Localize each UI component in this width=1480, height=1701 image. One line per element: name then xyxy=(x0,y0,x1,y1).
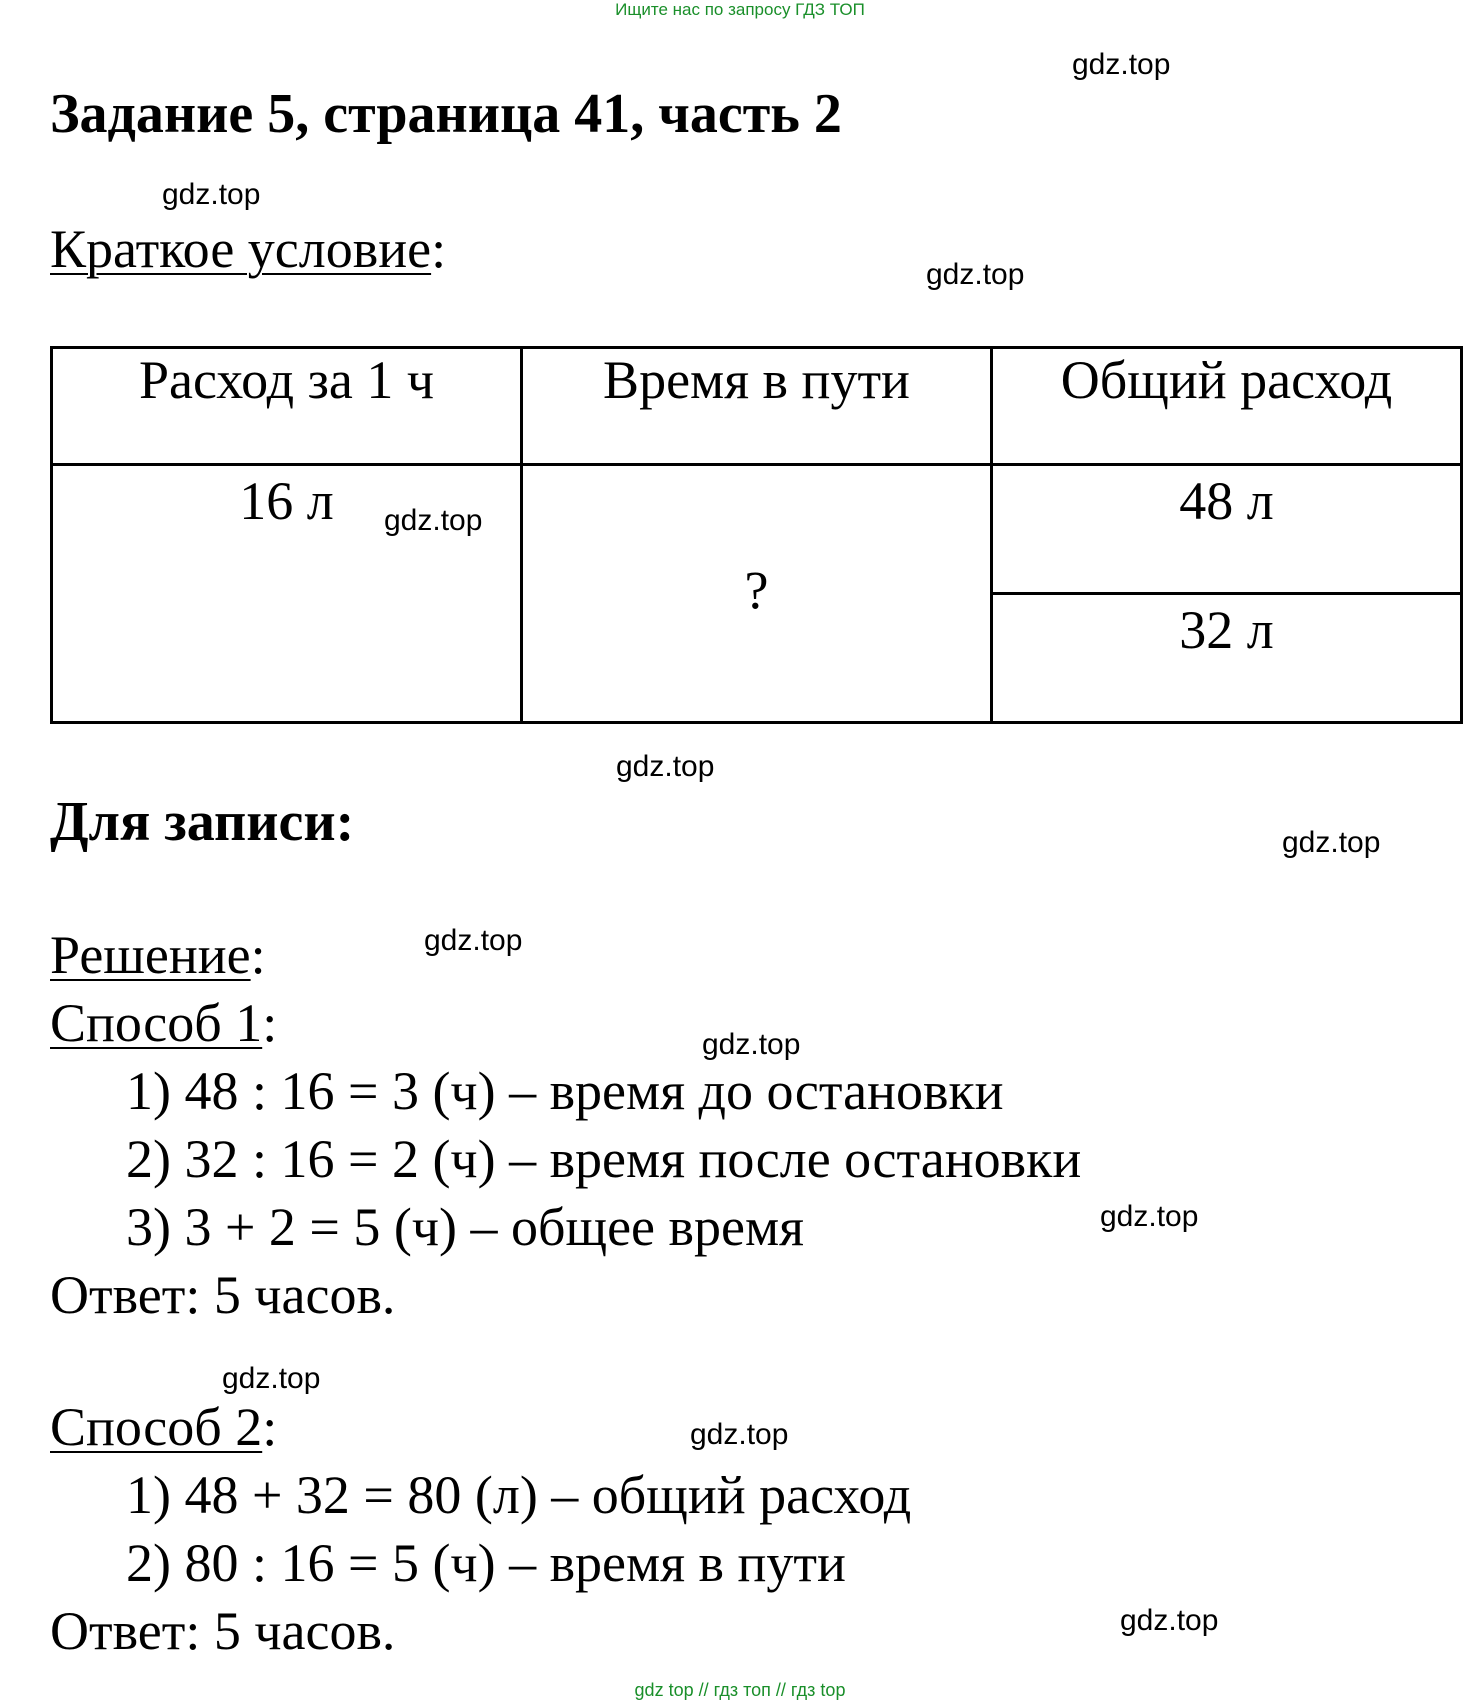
watermark: gdz.top xyxy=(424,924,523,957)
header-time: Время в пути xyxy=(522,348,992,465)
solution-label: Решение xyxy=(50,925,251,985)
header-total: Общий расход xyxy=(992,348,1462,465)
watermark: gdz.top xyxy=(222,1362,321,1395)
cell-rate: 16 л xyxy=(52,465,522,723)
method1-label: Способ 1 xyxy=(50,993,263,1053)
method2-step-2: 2) 80 : 16 = 5 (ч) – время в пути xyxy=(126,1533,846,1593)
for-notes-heading: Для записи: xyxy=(50,791,355,853)
method2-heading xyxy=(50,1396,277,1458)
watermark: gdz.top xyxy=(162,178,261,211)
cell-time: ? xyxy=(522,465,992,723)
method1-step-3: 3) 3 + 2 = 5 (ч) – общее время xyxy=(126,1197,804,1257)
short-condition-colon: : xyxy=(431,219,447,279)
header-rate: Расход за 1 ч xyxy=(52,348,522,465)
method1-colon: : xyxy=(262,993,278,1053)
watermark: gdz.top xyxy=(1072,48,1171,81)
watermark: gdz.top xyxy=(616,750,715,783)
condition-table xyxy=(50,346,1463,724)
method1-step-1: 1) 48 : 16 = 3 (ч) – время до остановки xyxy=(126,1061,1004,1121)
cell-total-2: 32 л xyxy=(992,594,1462,723)
method1-step-2: 2) 32 : 16 = 2 (ч) – время после остановки xyxy=(126,1129,1082,1189)
cell-total-1: 48 л xyxy=(992,465,1462,594)
watermark: gdz.top xyxy=(926,258,1025,291)
short-condition-heading xyxy=(50,218,446,280)
solution-heading xyxy=(50,924,266,986)
watermark: gdz.top xyxy=(1100,1200,1199,1233)
table-row xyxy=(52,465,1462,594)
method1-heading xyxy=(50,992,277,1054)
watermark: gdz.top xyxy=(1120,1604,1219,1637)
method2-colon: : xyxy=(262,1397,278,1457)
method2-answer: Ответ: 5 часов. xyxy=(50,1601,396,1661)
watermark: gdz.top xyxy=(1282,826,1381,859)
top-banner: Ищите нас по запросу ГДЗ ТОП xyxy=(615,0,865,19)
watermark: gdz.top xyxy=(384,504,483,537)
short-condition-label: Краткое условие xyxy=(50,219,432,279)
solution-colon: : xyxy=(250,925,266,985)
page-title: Задание 5, страница 41, часть 2 xyxy=(50,83,842,145)
watermark: gdz.top xyxy=(702,1028,801,1061)
method1-answer: Ответ: 5 часов. xyxy=(50,1265,396,1325)
method2-step-1: 1) 48 + 32 = 80 (л) – общий расход xyxy=(126,1465,912,1525)
footer-links: gdz top // гдз топ // гдз top xyxy=(634,1680,846,1700)
method2-label: Способ 2 xyxy=(50,1397,263,1457)
watermark: gdz.top xyxy=(690,1418,789,1451)
table-header-row xyxy=(52,348,1462,465)
